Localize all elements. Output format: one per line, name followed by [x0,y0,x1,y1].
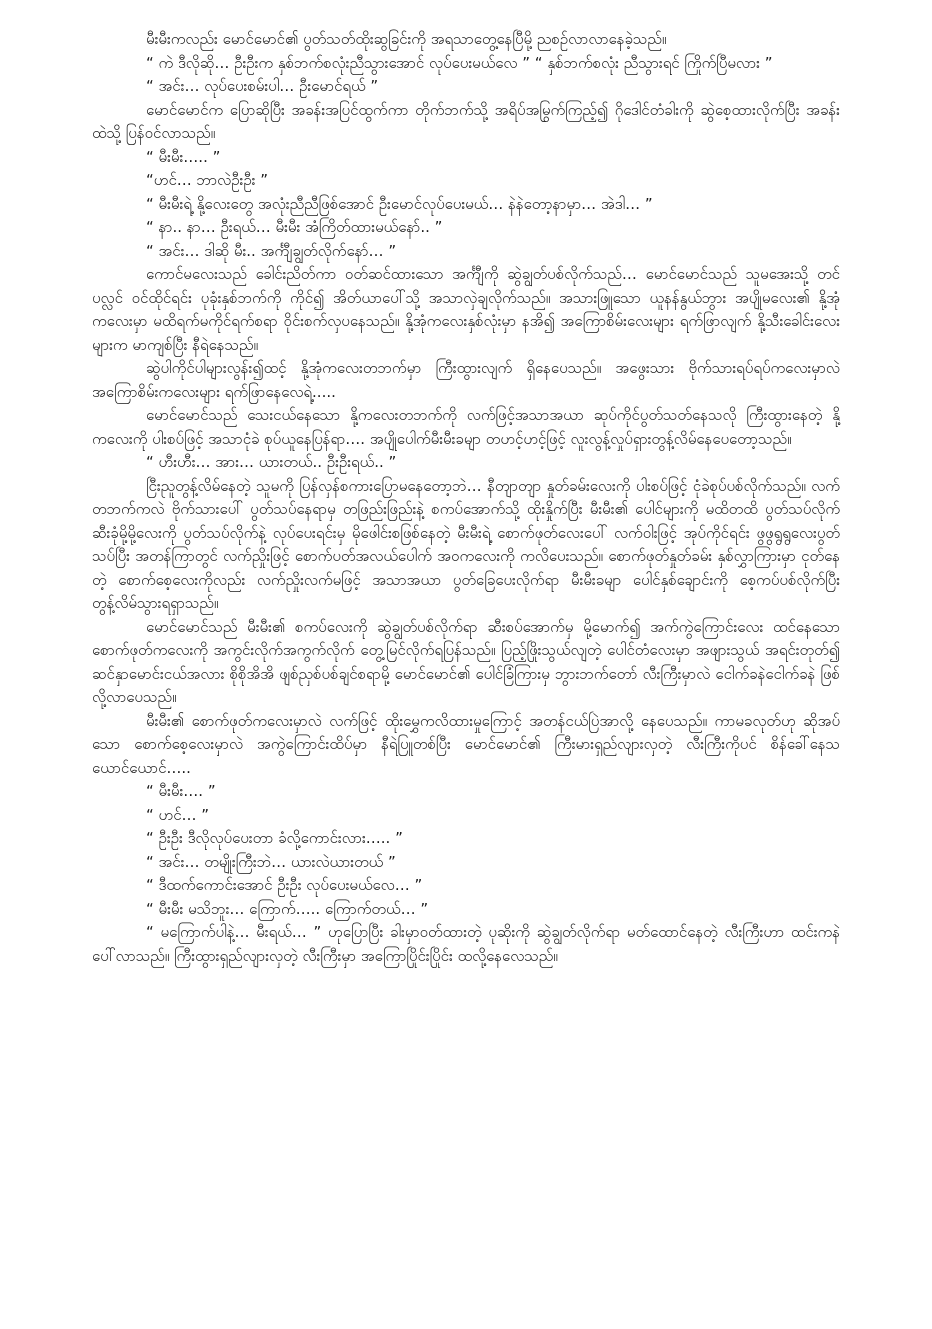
paragraph: မောင်မောင်သည် သေးငယ်နေသော နို့ကလေးတဘက်ကို လက်ဖြင့်အသာအယာ ဆုပ်ကိုင်ပွတ်သတ်နေသလို ကြီးထွားနေတဲ့ နို့ကလေးကို ပါးစပ်ဖြင့် အသာငုံခဲ စုပ်ယူနေပြန်ရာ…. အပျိုပေါက်မီးမီးခမျာ တဟင့်ဟင့်ဖြင့် လူးလွန့်လှုပ်ရှားတွန့်လိမ်နေပေတော့သည်။ [92,406,840,448]
paragraph: မီးမီးကလည်း မောင်မောင်၏ ပွတ်သတ်ထိုးဆွခြင်းကို အရသာတွေ့နေပြီမို့ ညစဉ်လာလာနေခဲ့သည်။ [146,30,667,48]
paragraph: “ ဟင်… ” [146,805,210,824]
paragraph: “ အင်း… တမျိုးကြီးဘဲ… ယားလဲယားတယ် ” [146,852,396,871]
paragraph: “ ကဲ ဒီလိုဆို… ဦးဦးက နှစ်ဘက်စလုံးညီသွားအောင် လုပ်ပေးမယ်လေ ” “ နှစ်ဘက်စလုံး ညီသွားရင် ကြိုက်ပြီမလား ” [146,53,773,72]
paragraph: “ အင်း… ဒါဆို မီး.. အင်္ကျီချွတ်လိုက်နော်… ” [146,241,397,260]
paragraph: ကောင်မလေးသည် ခေါင်းညိတ်ကာ ဝတ်ဆင်ထားသော အင်္ကျီကို ဆွဲချွတ်ပစ်လိုက်သည်… မောင်မောင်သည် သူမအေးသို့ တင်ပလ္လင် ဝင်ထိုင်ရင်း ပုခုံးနှစ်ဘက်ကို ကိုင်၍ အိတ်ယာပေါ်သို့ အသာလှဲချလိုက်သည်။ အသားဖြူသော ယူနန်နွယ်ဘွား အပျိုမလေး၏ နို့အုံကလေးမှာ မထိရက်မကိုင်ရက်စရာ ဝိုင်းစက်လှပနေသည်။ နို့အုံကလေးနှစ်လုံးမှာ နအိ၍ အကြောစိမ်းလေးများ ရက်ဖြာလျက် နို့သီးခေါင်းလေးများက မာကျစ်ပြီး နီရဲနေသည်။ [92,265,840,354]
paragraph: မီးမီး၏ စောက်ဖုတ်ကလေးမှာလဲ လက်ဖြင့် ထိုးမွှေကလိထားမှုကြောင့် အတန်ငယ်ပြဲအာလို့ နေပေသည်။ ကာမခလုတ်ဟု ဆိုအပ်သော စောက်စေ့လေးမှာလဲ အကွဲကြောင်းထိပ်မှာ နီရဲပြူတစ်ပြီး မောင်မောင်၏ ကြီးမားရှည်လျားလှတဲ့ လီးကြီးကိုပင် စိန်ခေါ်နေသယောင်ယောင်….. [92,711,840,777]
paragraph: “ ဒီထက်ကောင်းအောင် ဦးဦး လုပ်ပေးမယ်လေ… ” [146,876,423,894]
paragraph: “ မီးမီး…. ” [146,782,216,800]
paragraph: “ မကြောက်ပါနဲ့… မီးရယ်… ” ဟုပြောပြီး ခါးမှာဝတ်ထားတဲ့ ပုဆိုးကို ဆွဲချွတ်လိုက်ရာ မတ်ထောင်နေတဲ့ လီးကြီးဟာ ထင်းကနဲပေါ်လာသည်။ ကြီးထွားရှည်လျားလှတဲ့ လီးကြီးမှာ အကြောပြိုင်းပြိုင်း ထလို့နေလေသည်။ [92,923,840,965]
paragraph: မောင်မောင်သည် မီးမီး၏ စကပ်လေးကို ဆွဲချွတ်ပစ်လိုက်ရာ ဆီးစပ်အောက်မှ မို့မောက်၍ အက်ကွဲကြောင်းလေး ထင်နေသော စောက်ဖုတ်ကလေးကို အကွင်းလိုက်အကွက်လိုက် တွေ့မြင်လိုက်ရပြန်သည်။ ပြည့်ဖြိုးသွယ်လျတဲ့ ပေါင်တံလေးမှာ အဖျားသွယ် အရင်းတုတ်၍ ဆင်နှာမောင်းငယ်အလား စိုစိုအိအိ ဖျစ်ညှစ်ပစ်ချင်စရာမို့ မောင်မောင်၏ ပေါင်ခြံကြားမှ ဘွားဘက်တော် လီးကြီးမှာလဲ ငေါက်ခနဲငေါက်ခနဲ ဖြစ်လို့လာပေသည်။ [92,617,840,706]
paragraph: “ နာ.. နာ… ဦးရယ်… မီးမီး အံကြိတ်ထားမယ်နော်.. ” [146,218,443,236]
paragraph: ငြီးညူတွန့်လိမ်နေတဲ့ သူမကို ပြန်လှန်စကားပြောမနေတော့ဘဲ… နီတျာတျာ နှုတ်ခမ်းလေးကို ပါးစပ်ဖြင့် ငုံခဲစုပ်ပစ်လိုက်သည်။ လက်တဘက်ကလဲ ဗိုက်သားပေါ် ပွတ်သပ်နေရာမှ တဖြည်းဖြည်းနဲ့ စကပ်အောက်သို့ ထိုးနှိုက်ပြီး မီးမီး၏ ပေါင်များကို မထိတထိ ပွတ်သပ်လိုက် ဆီးခုံမို့မို့လေးကို ပွတ်သပ်လိုက်နဲ့ လုပ်ပေးရင်းမှ မိုဖေါင်းစဖြစ်နေတဲ့ မီးမီးရဲ့ စောက်ဖုတ်လေးပေါ် လက်ဝါးဖြင့် အုပ်ကိုင်ရင်း ဖွဖွရွရွလေးပွတ်သပ်ပြီး အတန်ကြာတွင် လက်ညှိုးဖြင့် စောက်ပတ်အလယ်ပေါက် အဝကလေးကို ကလိပေးသည်။ စောက်ဖုတ်နှုတ်ခမ်း နှစ်လွှာကြားမှာ ငုတ်နေတဲ့ စောက်စေ့လေးကိုလည်း လက်ညှိုးလက်မဖြင့် အသာအယာ ပွတ်ခြေပေးလိုက်ရာ မီးမီးခမျာ ပေါင်နှစ်ချောင်းကို စေ့ကပ်ပစ်လိုက်ပြီး တွန့်လိမ်သွားရရှာသည်။ [92,476,840,612]
paragraph: “ မီးမီး မသိဘူး… ကြောက်….. ကြောက်တယ်… ” [146,899,429,918]
paragraph: ဆွဲပါကိုင်ပါများလွန်း၍ထင့် နို့အုံကလေးတဘက်မှာ ကြီးထွားလျက် ရှိနေပေသည်။ အဖွေးသား ဗိုက်သားရပ်ရပ်ကလေးမှာလဲ အကြောစိမ်းကလေးများ ရက်ဖြာနေလေရဲ့..... [92,359,840,401]
paragraph: “ ဟီးဟီး… အား… ယားတယ်.. ဦးဦးရယ်.. ” [146,453,397,471]
paragraph: မောင်မောင်က ပြောဆိုပြီး အခန်းအပြင်ထွက်ကာ တိုက်ဘက်သို့ အရိပ်အမြွက်ကြည့်၍ ဂိုဒေါင်တံခါးကို ဆွဲစေ့ထားလိုက်ပြီး အခန်းထဲသို့ ပြန်ဝင်လာသည်။ [92,100,840,142]
paragraph: “ မီးမီးရဲ့ နို့လေးတွေ အလုံးညီညီဖြစ်အောင် ဦးမောင်လုပ်ပေးမယ်… နဲနဲတော့နာမှာ… အဲဒါ… ” [146,194,653,213]
paragraph: “ မီးမီး….. ” [146,147,221,166]
paragraph: “ဟင်… ဘာလဲဦးဦး ” [146,171,269,189]
paragraph: “ အင်း… လုပ်ပေးစမ်းပါ… ဦးမောင်ရယ် ” [146,77,379,95]
paragraph: “ ဦးဦး ဒီလိုလုပ်ပေးတာ ခံလို့ကောင်းလား….. ” [146,829,403,847]
